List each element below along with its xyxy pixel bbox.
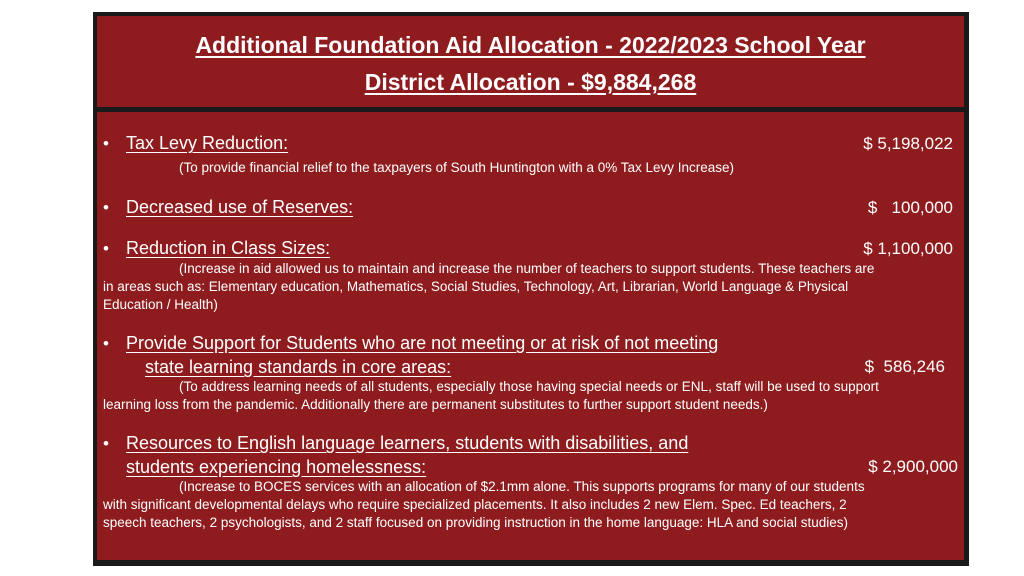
item-heading-class-sizes: Reduction in Class Sizes: [126, 238, 331, 258]
slide-subtitle: District Allocation - $9,884,268 [364, 69, 697, 95]
slide-title: Additional Foundation Aid Allocation - 2022/2023 School Year [195, 32, 866, 58]
item-heading-student-support: Provide Support for Students who are not meeting or at risk of not meeting [126, 333, 719, 353]
item-desc-class-sizes-2: in areas such as: Elementary education, Mathematics, Social Studies, Technology, Art, Librarian, World Language & Physical [103, 279, 849, 294]
item-desc-student-support-1: (To address learning needs of all students, especially those having special needs or ENL, staff will be used to support [179, 379, 879, 394]
item-amount-student-support: $ 586,246 [864, 357, 945, 376]
item-heading-reserves: Decreased use of Reserves: [126, 197, 354, 217]
bullet-icon: • [103, 198, 109, 217]
item-desc-resources-1: (Increase to BOCES services with an allocation of $2.1mm alone. This supports programs for many of our students [179, 479, 865, 494]
bullet-icon: • [103, 134, 109, 153]
bullet-icon: • [103, 239, 109, 258]
bullet-icon: • [103, 434, 109, 453]
bullet-icon: • [103, 334, 109, 353]
item-heading-tax-levy: Tax Levy Reduction: [126, 133, 289, 153]
item-desc-student-support-2: learning loss from the pandemic. Additionally there are permanent substitutes to further support student needs.) [103, 397, 768, 412]
item-desc-resources-2: with significant developmental delays who require specialized placements. It also includes 2 new Elem. Spec. Ed teachers, 2 [103, 497, 847, 512]
item-amount-resources: $ 2,900,000 [868, 457, 958, 476]
item-amount-reserves: $ 100,000 [867, 198, 953, 217]
item-desc-resources-3: speech teachers, 2 psychologists, and 2 staff focused on providing instruction in the home language: HLA and social studies) [103, 515, 848, 530]
item-heading-resources-2: students experiencing homelessness: [126, 457, 427, 477]
title-box [97, 16, 964, 107]
item-heading-resources: Resources to English language learners, students with disabilities, and [126, 433, 689, 453]
item-amount-tax-levy: $ 5,198,022 [863, 134, 953, 153]
item-desc-class-sizes-3: Education / Health) [103, 297, 218, 312]
item-heading-student-support-2: state learning standards in core areas: [145, 357, 452, 377]
item-amount-class-sizes: $ 1,100,000 [863, 239, 953, 258]
item-desc-tax-levy: (To provide financial relief to the taxpayers of South Huntington with a 0% Tax Levy Increase) [179, 160, 735, 175]
item-desc-class-sizes-1: (Increase in aid allowed us to maintain and increase the number of teachers to support students. These teachers are [179, 261, 875, 276]
